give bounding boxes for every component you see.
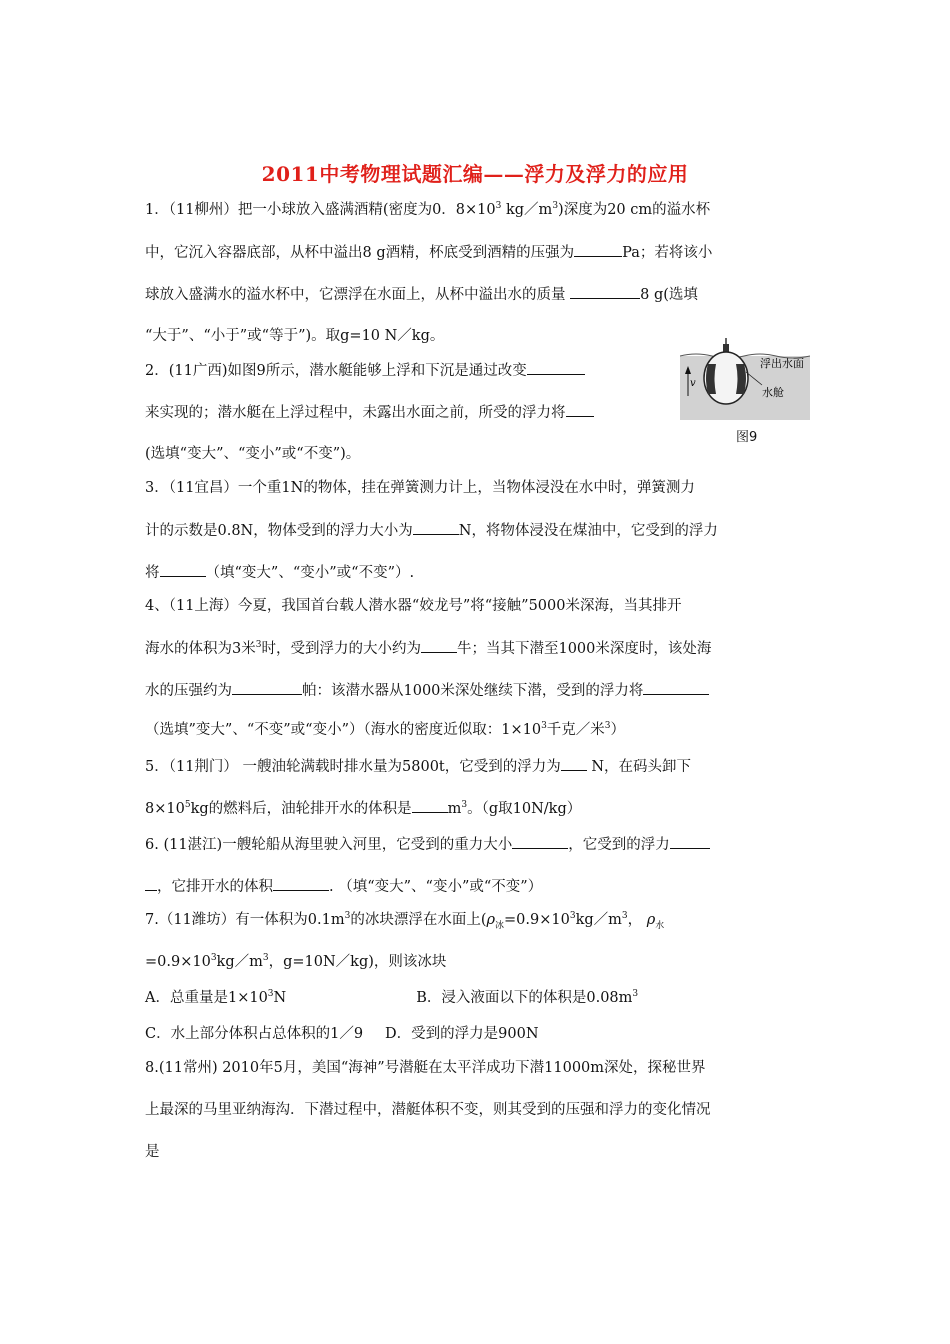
velocity-label: v <box>690 378 696 389</box>
answer-blank[interactable] <box>566 402 594 417</box>
answer-blank[interactable] <box>273 876 329 891</box>
q2-line-2: 来实现的；潜水艇在上浮过程中，未露出水面之前，所受的浮力将 <box>145 402 594 423</box>
answer-blank[interactable] <box>160 562 206 577</box>
q6-line-2: ，它排开水的体积 . （填“变大”、“变小”或“不变”） <box>145 876 542 897</box>
tank-label: 水舱 <box>762 386 784 399</box>
option-c[interactable]: C．水上部分体积占总体积的1／9 <box>145 1026 364 1042</box>
q1-line-4: “大于”、“小于”或“等于”)。取g=10 N／kg。 <box>145 328 445 344</box>
q7-options-ab <box>145 988 638 1008</box>
q3-line-2: 计的示数是0.8N，物体受到的浮力大小为 N，将物体浸没在煤油中，它受到的浮力 <box>145 520 718 541</box>
option-a[interactable]: A．总重量是$1\times 10^3N$ <box>145 989 287 1006</box>
q7-line-1: 7.（11潍坊）有一体积为$0.1m^3$的冰块漂浮在水面上($\rho_冰=0.9\times 10^3kg/m^3$， $\rho_水$ <box>145 911 665 931</box>
q1-line-1: 1．（11柳州）把一小球放入盛满酒精(密度为0．$8\times 10^3$ $kg/m^3$)深度为20 cm的溢水杯 <box>145 201 711 218</box>
q4-line-1: 4、（11上海）今夏，我国首台载人潜水器“姣龙号”将“接触”5000米深海，当其排开 <box>145 598 682 614</box>
q5-line-1: 5．（11荆门） 一艘油轮满载时排水量为5800t，它受到的浮力为 N，在码头卸下 <box>145 756 691 777</box>
answer-blank[interactable] <box>512 834 568 849</box>
q4-line-3: 水的压强约为 帕：该潜水器从1000米深处继续下潜，受到的浮力将 <box>145 680 709 701</box>
option-b[interactable]: B．浸入液面以下的体积是$0.08m^3$ <box>416 989 639 1006</box>
q2-line-1: 2．(11广西)如图9所示，潜水艇能够上浮和下沉是通过改变 <box>145 360 585 381</box>
q7-line-2: $=0.9\times 10^3kg/m^3$，g=10N／kg)，则该冰块 <box>145 953 447 970</box>
q2-line-3: (选填“变大”、“变小”或“不变”)。 <box>145 446 361 462</box>
figure-caption: 图9 <box>736 430 758 445</box>
page-title: 2011中考物理试题汇编——浮力及浮力的应用 <box>261 162 689 186</box>
submarine-figure <box>680 338 810 422</box>
answer-blank[interactable] <box>574 242 622 257</box>
q5-line-2: $8\times 10^5kg$的燃料后，油轮排开水的体积是 $m^3$。（g取10N/kg） <box>145 800 582 817</box>
answer-blank[interactable] <box>527 360 585 375</box>
answer-blank[interactable] <box>570 284 640 299</box>
q8-line-2: 上最深的马里亚纳海沟．下潜过程中，潜艇体积不变，则其受到的压强和浮力的变化情况 <box>145 1102 711 1118</box>
answer-blank[interactable] <box>413 520 459 535</box>
surface-label: 浮出水面 <box>760 357 804 370</box>
answer-blank[interactable] <box>421 638 457 653</box>
answer-blank[interactable] <box>670 834 710 849</box>
q7-options-cd <box>145 1024 539 1044</box>
q8-line-1: 8.(11常州) 2010年5月，美国“海神”号潜艇在太平洋成功下潜11000m深处，探秘世界 <box>145 1060 706 1076</box>
q4-line-4: （选填”变大”、“不变”或“变小”）（海水的密度近似取：$1\times 10^3$千克／米$^3$） <box>145 721 626 738</box>
answer-blank[interactable] <box>643 680 709 695</box>
answer-blank[interactable] <box>145 876 157 891</box>
q1-line-3: 球放入盛满水的溢水杯中，它漂浮在水面上，从杯中溢出水的质量 8 g(选填 <box>145 284 698 305</box>
answer-blank[interactable] <box>232 680 302 695</box>
q3-line-3: 将 （填“变大”、“变小”或“不变”）. <box>145 562 414 583</box>
q6-line-1: 6. (11湛江)一艘轮船从海里驶入河里，它受到的重力大小 ，它受到的浮力 <box>145 834 710 855</box>
q3-line-1: 3．（11宜昌）一个重1N的物体，挂在弹簧测力计上，当物体浸没在水中时，弹簧测力 <box>145 480 695 496</box>
option-d[interactable]: D．受到的浮力是900N <box>385 1026 539 1042</box>
answer-blank[interactable] <box>561 756 587 771</box>
q4-line-2: 海水的体积为3米$^3$时，受到浮力的大小约为 牛；当其下潜至1000米深度时，该处海 <box>145 640 712 657</box>
q8-line-3: 是 <box>145 1144 160 1160</box>
q1-line-2: 中，它沉入容器底部，从杯中溢出8 g酒精，杯底受到酒精的压强为 Pa；若将该小 <box>145 242 712 263</box>
answer-blank[interactable] <box>412 798 448 813</box>
